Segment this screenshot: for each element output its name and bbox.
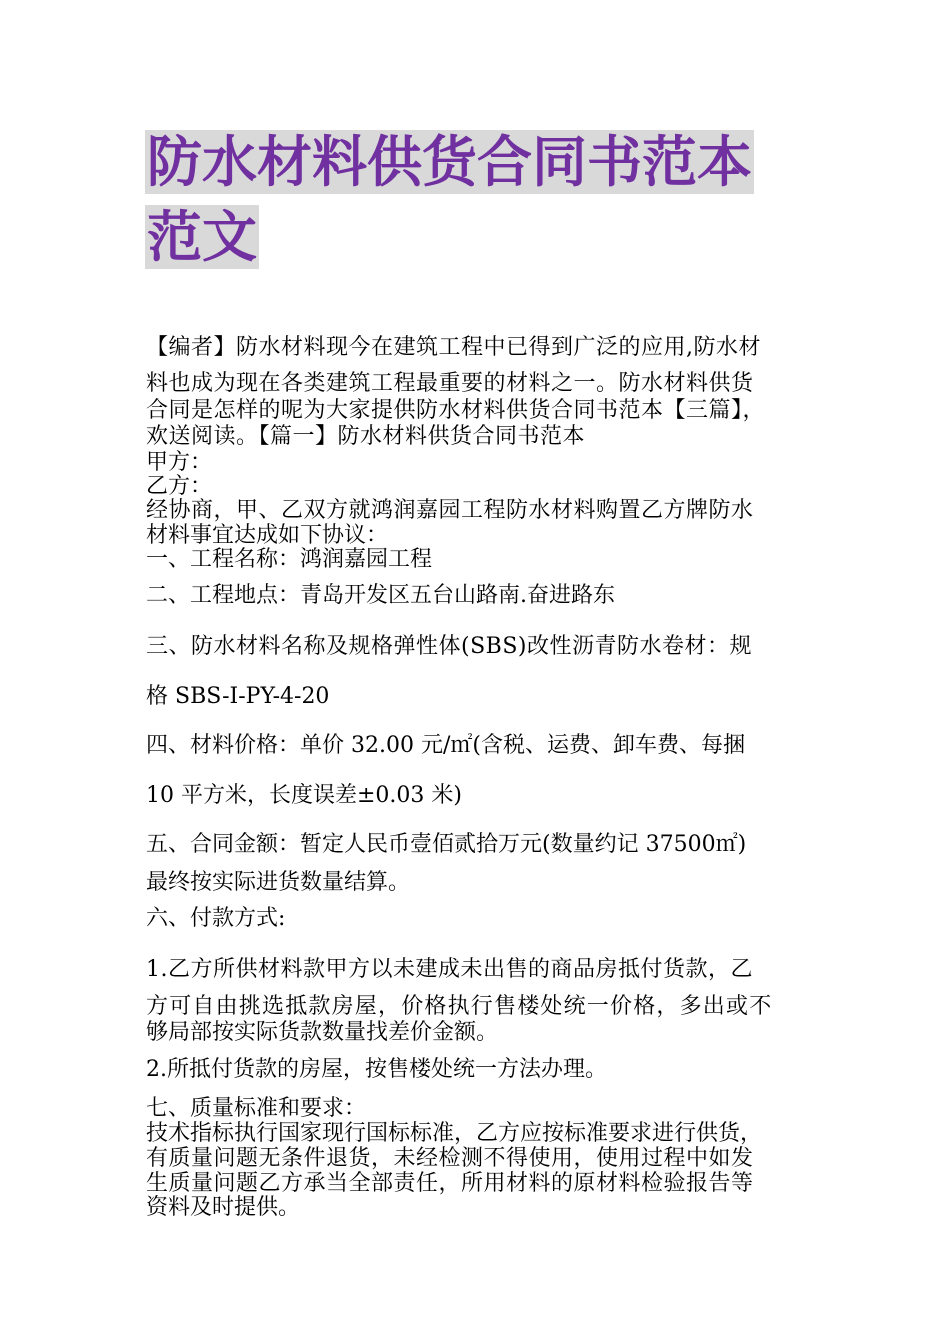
body-line-19: 方可自由挑选抵款房屋，价格执行售楼处统一价格，多出或不 xyxy=(146,994,773,1019)
body-line-8: 材料事宜达成如下协议： xyxy=(146,523,389,548)
body-line-7: 经协商，甲、乙双方就鸿润嘉园工程防水材料购置乙方牌防水 xyxy=(146,498,754,523)
body-line-2: 料也成为现在各类建筑工程最重要的材料之一。防水材料供货 xyxy=(146,371,754,396)
body-line-4: 欢送阅读。【篇一】防水材料供货合同书范本 xyxy=(146,424,586,449)
body-line-12: 格 SBS-I-PY-4-20 xyxy=(146,684,330,709)
body-line-20: 够局部按实际货款数量找差价金额。 xyxy=(146,1020,499,1045)
body-line-17: 六、付款方式: xyxy=(146,906,286,931)
body-line-25: 生质量问题乙方承当全部责任，所用材料的原材料检验报告等 xyxy=(146,1171,754,1196)
body-line-1: 【编者】防水材料现今在建筑工程中已得到广泛的应用,防水材 xyxy=(146,335,761,360)
body-line-18: 1.乙方所供材料款甲方以未建成未出售的商品房抵付货款，乙 xyxy=(146,957,753,982)
body-line-13: 四、材料价格：单价 32.00 元/㎡(含税、运费、卸车费、每捆 xyxy=(146,733,745,758)
body-line-5: 甲方： xyxy=(146,450,213,475)
document-title-line-2: 范文 xyxy=(147,205,258,269)
body-line-26: 资料及时提供。 xyxy=(146,1195,301,1220)
body-line-22: 七、质量标准和要求： xyxy=(146,1096,367,1121)
body-line-15: 五、合同金额：暂定人民币壹佰贰拾万元(数量约记 37500㎡) xyxy=(146,832,747,857)
body-line-6: 乙方： xyxy=(146,474,213,499)
body-line-16: 最终按实际进货数量结算。 xyxy=(146,870,411,895)
body-line-9: 一、工程名称：鸿润嘉园工程 xyxy=(146,547,433,572)
body-line-3: 合同是怎样的呢为大家提供防水材料供货合同书范本【三篇】， xyxy=(146,398,766,423)
body-line-11: 三、防水材料名称及规格弹性体(SBS)改性沥青防水卷材：规 xyxy=(146,634,752,659)
body-line-23: 技术指标执行国家现行国标标准，乙方应按标准要求进行供货， xyxy=(146,1121,763,1146)
document-title-line-1: 防水材料供货合同书范本 xyxy=(147,130,753,194)
body-line-14: 10 平方米，长度误差±0.03 米) xyxy=(146,783,462,808)
body-line-10: 二、工程地点：青岛开发区五台山路南.奋进路东 xyxy=(146,583,615,608)
body-line-24: 有质量问题无条件退货，未经检测不得使用，使用过程中如发 xyxy=(146,1146,754,1171)
body-line-21: 2.所抵付货款的房屋，按售楼处统一方法办理。 xyxy=(146,1057,607,1082)
